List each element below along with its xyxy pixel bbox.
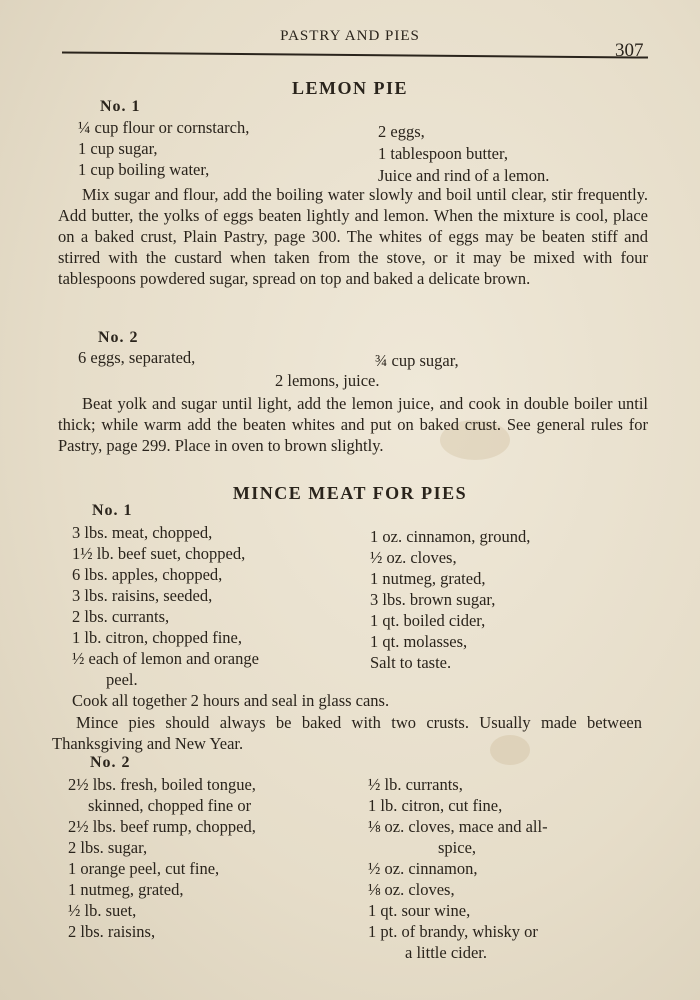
method-paragraph: Beat yolk and sugar until light, add the lemon juice, and cook in double boiler until thick; while warm add the beaten whites and put on baked crust. See general rules for Pastry, page 299. Place in oven to brown slightly. (58, 394, 648, 455)
ingredient: 1 lb. citron, cut fine, (368, 796, 503, 815)
section-title-lemon-pie: LEMON PIE (291, 78, 408, 98)
ingredient: spice, (438, 838, 477, 857)
ingredient: Juice and rind of a lemon. (378, 166, 550, 185)
ingredient: skinned, chopped fine or (88, 796, 252, 815)
ingredient: 1 oz. cinnamon, ground, (370, 527, 531, 546)
ingredient: Salt to taste. (370, 653, 452, 672)
ingredient: 2 eggs, (378, 122, 425, 141)
ingredient: ½ lb. suet, (68, 901, 137, 920)
ingredient: ½ oz. cinnamon, (368, 859, 478, 878)
header-rule (62, 51, 648, 58)
ingredient: 1 nutmeg, grated, (68, 880, 184, 899)
ingredient: 1 pt. of brandy, whisky or (368, 922, 538, 941)
ingredient: 1 cup boiling water, (78, 160, 210, 179)
ingredient: ¾ cup sugar, (375, 351, 459, 370)
ingredient: 2½ lbs. fresh, boiled tongue, (68, 775, 256, 794)
recipe-label: No. 2 (90, 754, 131, 771)
ingredient: 1 orange peel, cut fine, (68, 859, 220, 878)
ingredient: 6 eggs, separated, (78, 348, 196, 367)
recipe-label: No. 1 (92, 502, 133, 519)
ingredient: 2 lbs. raisins, (68, 922, 156, 941)
ingredient: 3 lbs. meat, chopped, (72, 523, 213, 542)
ingredient: 1 qt. molasses, (370, 632, 468, 651)
ingredient: a little cider. (405, 943, 488, 962)
recipe-label: No. 2 (98, 329, 139, 346)
ingredient: ⅛ oz. cloves, mace and all- (368, 817, 548, 836)
running-title: PASTRY AND PIES (280, 28, 420, 44)
ingredient: 2 lemons, juice. (275, 371, 380, 390)
ingredient: 2 lbs. sugar, (68, 838, 148, 857)
ingredient: 1 qt. boiled cider, (370, 611, 486, 630)
ingredient: 2½ lbs. beef rump, chopped, (68, 817, 256, 836)
ingredient: 3 lbs. brown sugar, (370, 590, 496, 609)
ingredient: ¼ cup flour or cornstarch, (78, 118, 250, 137)
ingredient: ⅛ oz. cloves, (368, 880, 455, 899)
recipe-label: No. 1 (100, 98, 141, 115)
ingredient: ½ lb. currants, (368, 775, 463, 794)
ingredient: 1 qt. sour wine, (368, 901, 471, 920)
ingredient: 1 tablespoon butter, (378, 144, 508, 163)
page-number: 307 (615, 40, 644, 61)
method-paragraph: Mince pies should always be baked with two crusts. Usually made between Thanksgiving and New Year. (52, 713, 642, 753)
ingredient: 1 lb. citron, chopped fine, (72, 628, 242, 647)
ingredient: 3 lbs. raisins, seeded, (72, 586, 213, 605)
method-line: Cook all together 2 hours and seal in glass cans. (72, 691, 390, 710)
ingredient: 2 lbs. currants, (72, 607, 170, 626)
ingredient: ½ each of lemon and orange (72, 649, 259, 668)
ingredient: 1½ lb. beef suet, chopped, (72, 544, 246, 563)
ingredient: 6 lbs. apples, chopped, (72, 565, 223, 584)
ingredient: ½ oz. cloves, (370, 548, 457, 567)
method-paragraph: Mix sugar and flour, add the boiling water slowly and boil until clear, stir frequently. Add butter, the yolks of eggs beaten lightly and lemon. When the mixture is cool, place on a baked crust, Plain Pastry, page 300. The whites of eggs may be beaten stiff and stirred with the custard when taken from the stove, or it may be mixed with four tablespoons powdered sugar, spread on top and baked a delicate brown. (58, 185, 648, 288)
ingredient: peel. (106, 670, 138, 689)
section-title-mince-meat: MINCE MEAT FOR PIES (232, 483, 468, 503)
ingredient: 1 nutmeg, grated, (370, 569, 486, 588)
ingredient: 1 cup sugar, (78, 139, 158, 158)
